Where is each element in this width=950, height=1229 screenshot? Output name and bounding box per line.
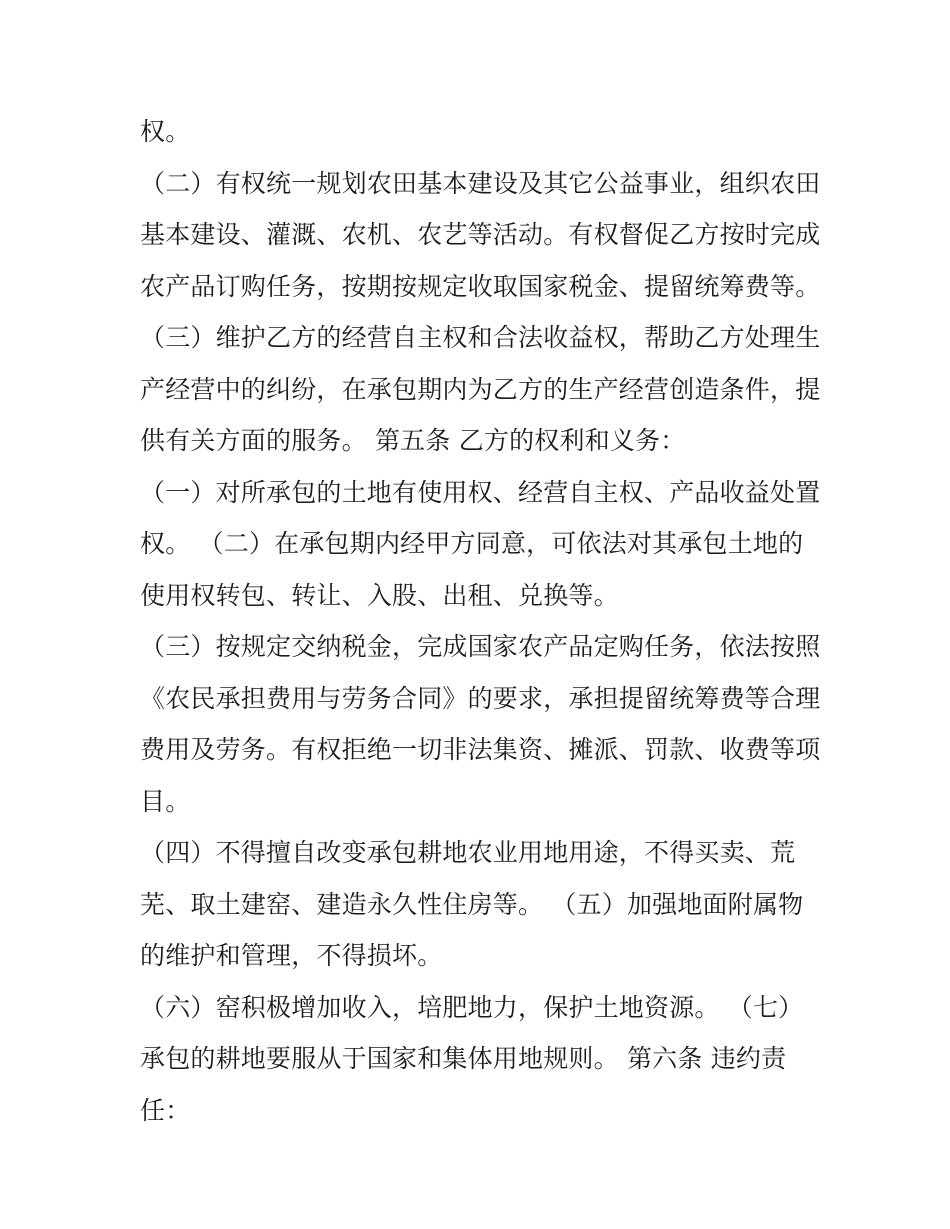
text-line: （三）维护乙方的经营自主权和合法收益权，帮助乙方处理生 bbox=[140, 323, 821, 352]
text-line: 目。 bbox=[140, 786, 191, 816]
text-line: 产经营中的纠纷，在承包期内为乙方的生产经营创造条件，提 bbox=[140, 374, 821, 404]
text-line: 权。 （二）在承包期内经甲方同意，可依法对其承包土地的 bbox=[140, 529, 804, 558]
text-line: 基本建设、灌溉、农机、农艺等活动。有权督促乙方按时完成 bbox=[140, 220, 821, 249]
text-line: （六）窑积极增加收入，培肥地力，保护土地资源。 （七） bbox=[140, 992, 804, 1022]
text-line: 《农民承担费用与劳务合同》的要求，承担提留统筹费等合理 bbox=[140, 683, 821, 713]
text-line: 农产品订购任务，按期按规定收取国家税金、提留统筹费等。 bbox=[140, 271, 821, 301]
text-line: 权。 bbox=[140, 117, 191, 146]
text-line: 承包的耕地要服从于国家和集体用地规则。 第六条 违约责 bbox=[140, 1044, 787, 1073]
document-body bbox=[140, 106, 820, 1136]
text-line: 费用及劳务。有权拒绝一切非法集资、摊派、罚款、收费等项 bbox=[140, 735, 821, 764]
text-line: 供有关方面的服务。 第五条 乙方的权利和义务： bbox=[140, 426, 686, 455]
text-line: 芜、取土建窑、建造永久性住房等。 （五）加强地面附属物 bbox=[140, 889, 804, 919]
text-line: （二）有权统一规划农田基本建设及其它公益事业，组织农田 bbox=[140, 168, 821, 198]
text-line: 的维护和管理，不得损坏。 bbox=[140, 941, 443, 970]
text-line: 任： bbox=[140, 1095, 191, 1125]
text-line: （一）对所承包的土地有使用权、经营自主权、产品收益处置 bbox=[140, 477, 821, 507]
text-line: （四）不得擅自改变承包耕地农业用地用途，不得买卖、荒 bbox=[140, 838, 796, 867]
text-line: （三）按规定交纳税金，完成国家农产品定购任务，依法按照 bbox=[140, 632, 821, 661]
text-line: 使用权转包、转让、入股、出租、兑换等。 bbox=[140, 580, 619, 610]
